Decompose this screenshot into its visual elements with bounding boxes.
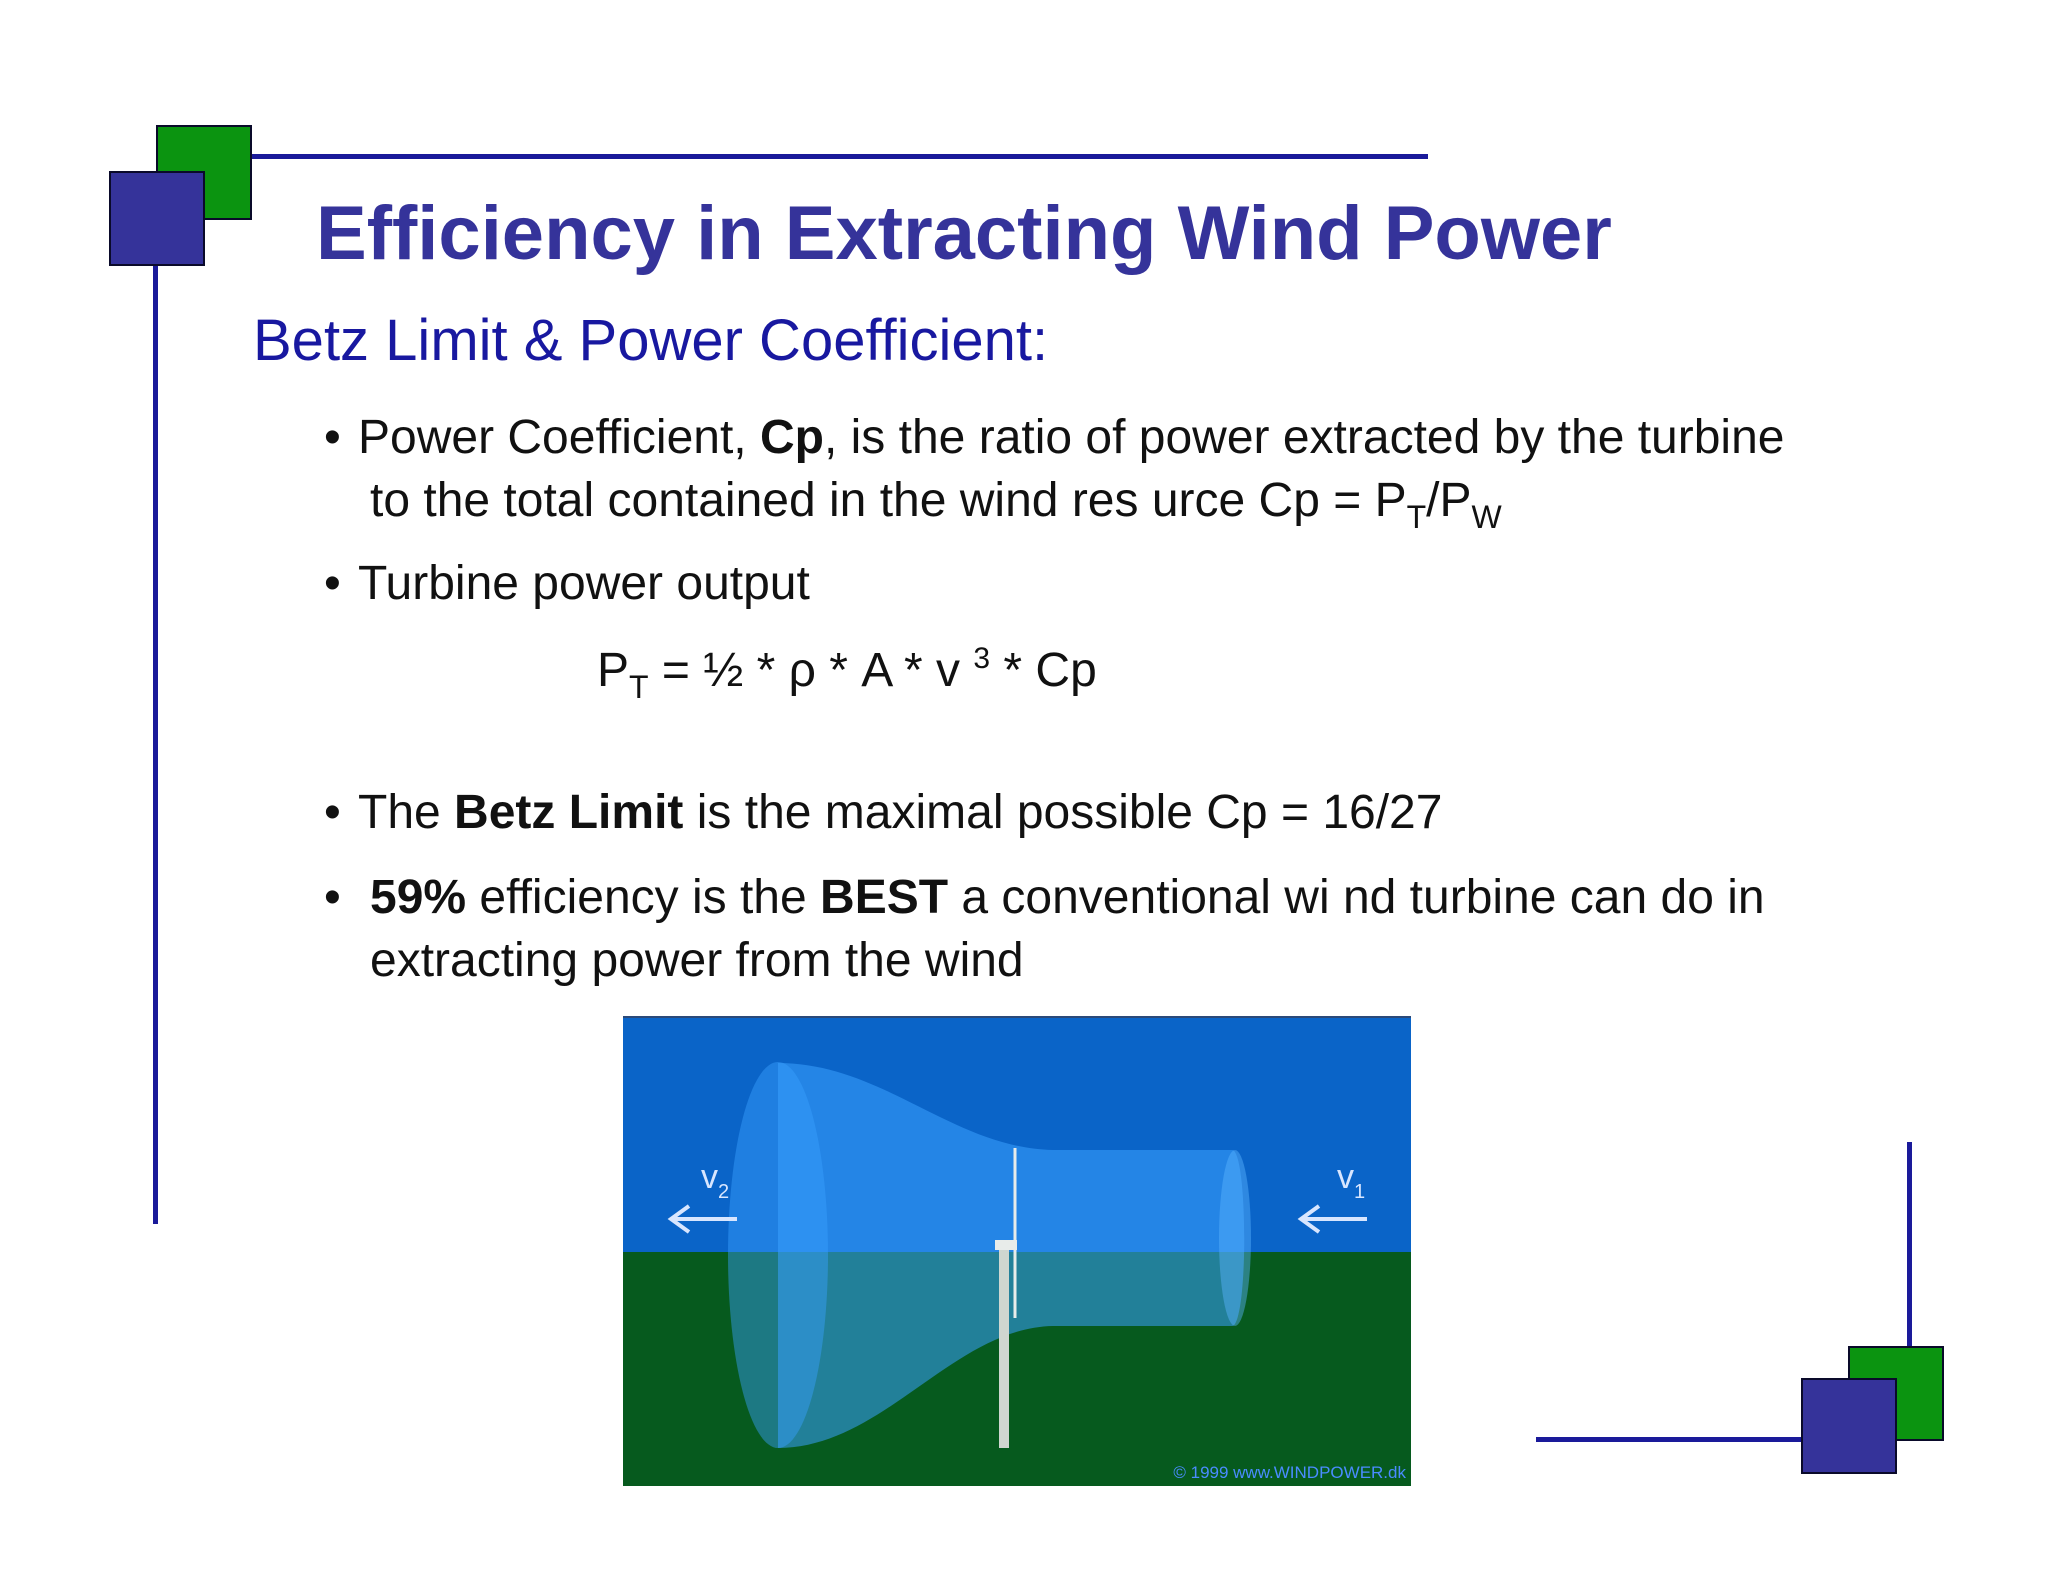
bullet-1-sub-t: T bbox=[1406, 499, 1427, 535]
turbine-power-formula bbox=[597, 642, 1097, 705]
bottom-horizontal-rule bbox=[1536, 1437, 1806, 1442]
bullet-3-betz-bold: Betz Limit bbox=[454, 786, 684, 839]
bullet-1-cp-bold: Cp bbox=[759, 411, 824, 464]
formula-end: * Cp bbox=[990, 644, 1097, 697]
betz-streamtube-figure bbox=[623, 1016, 1411, 1486]
top-horizontal-rule bbox=[252, 154, 1428, 159]
formula-sub-t: T bbox=[629, 669, 649, 705]
stream-tube-left-face bbox=[728, 1062, 828, 1448]
bullet-4-best-bold: BEST bbox=[820, 871, 949, 924]
page-title: Efficiency in Extracting Wind Power bbox=[316, 191, 1612, 276]
top-left-blue-square bbox=[109, 171, 205, 266]
left-vertical-rule bbox=[153, 266, 158, 1224]
bullet-dot-4: • bbox=[324, 871, 341, 924]
bullet-1-line-2 bbox=[370, 473, 1502, 535]
label-v2: $v_2$ bbox=[701, 1158, 730, 1203]
bullet-1-line-1 bbox=[358, 410, 1784, 465]
bullet-4-line-1 bbox=[370, 870, 1765, 925]
streamtube-svg bbox=[623, 1018, 1411, 1486]
page-subtitle: Betz Limit & Power Coefficient: bbox=[253, 308, 1049, 373]
bullet-4-percent-bold: 59% bbox=[370, 871, 467, 924]
stream-tube-right-face bbox=[1219, 1150, 1251, 1326]
bullet-3-text bbox=[358, 785, 1442, 840]
label-v1: $v_1$ bbox=[1337, 1158, 1366, 1203]
bullet-1-slash: /P bbox=[1426, 474, 1472, 527]
bullet-1-text-b: , is the ratio of power extracted by the turbine bbox=[823, 411, 1785, 464]
bullet-4-text-a: efficiency is the bbox=[466, 871, 821, 924]
bullet-1-text-a: Power Coefficient, bbox=[358, 411, 760, 464]
bullet-dot-3: • bbox=[324, 786, 341, 839]
bullet-3-text-b: is the maximal possible Cp = 16/27 bbox=[683, 786, 1443, 839]
turbine-tower bbox=[999, 1248, 1009, 1448]
right-vertical-rule bbox=[1907, 1142, 1912, 1352]
formula-mid: = ½ * ρ * A * v bbox=[648, 644, 974, 697]
bullet-4-line-2: extracting power from the wind bbox=[370, 934, 1024, 987]
bullet-dot-2: • bbox=[324, 557, 341, 610]
copyright-text: © 1999 www.WINDPOWER.dk bbox=[1173, 1463, 1406, 1482]
bullet-3-text-a: The bbox=[358, 786, 455, 839]
bottom-right-blue-square bbox=[1801, 1378, 1897, 1474]
formula-sup-3: 3 bbox=[973, 642, 991, 675]
bullet-1-line-2-text: to the total contained in the wind res urce Cp = P bbox=[370, 474, 1407, 527]
formula-p: P bbox=[597, 644, 630, 697]
bullet-dot-1: • bbox=[324, 411, 341, 464]
bullet-2-text: Turbine power output bbox=[358, 557, 810, 610]
bullet-4-text-b: a conventional wi nd turbine can do in bbox=[948, 871, 1765, 924]
bullet-1-sub-w: W bbox=[1471, 499, 1502, 535]
